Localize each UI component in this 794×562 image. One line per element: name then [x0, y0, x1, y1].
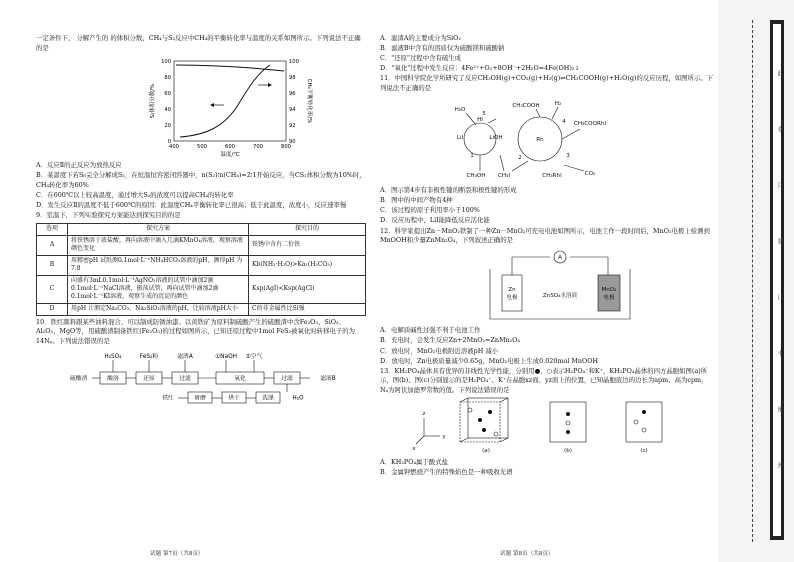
left-arrow-head — [210, 103, 214, 107]
x-ticks — [169, 144, 291, 150]
q9-table-body — [37, 235, 366, 315]
y-left-label: S₂体积分数/% — [150, 83, 156, 119]
table-row — [37, 255, 366, 275]
q9-cell: D — [37, 303, 68, 315]
svg-text:MnO₂: MnO₂ — [601, 286, 617, 293]
right-q10-option: A．滤渣A的主要成分为SiO₂ — [380, 34, 461, 42]
q9-cell: C — [37, 275, 68, 303]
svg-text:2: 2 — [518, 154, 522, 161]
binding-label: 卷 — [776, 126, 783, 134]
y-left-tick: 60 — [164, 91, 171, 98]
left-q8_options-option: C．在600℃以上较高温度，通过增大S₂的浓度可以提高CH₄的转化率 — [36, 190, 234, 199]
box-filter1-label: 过滤 — [179, 375, 191, 382]
x-tick: 800 — [281, 144, 291, 151]
iron-red: 铁红 — [162, 395, 174, 402]
reagent-h2so4: H₂SO₄ — [104, 353, 122, 360]
svg-text:Zn: Zn — [508, 286, 516, 293]
left-q8_options-option: D．发生反应Ⅱ的温度不低于600℃的原因：此温度CH₄平衡转化率已很高；低于此温度，浓度小，反应速率慢 — [36, 201, 347, 210]
y-right-tick: 96 — [289, 91, 296, 98]
x-tick: 500 — [197, 144, 207, 151]
flow-start: 硫酸渣 — [70, 375, 88, 382]
q13-options — [380, 458, 714, 478]
right-q13-option: A．KH₂PO₄属于酸式盐 — [380, 458, 448, 467]
binding-label: 此 — [776, 70, 783, 78]
svg-text:CH₃I: CH₃I — [497, 172, 511, 179]
svg-text:x: x — [412, 446, 416, 453]
box-wash-label: 洗涤 — [262, 395, 274, 402]
right-q11-option: C．该过程的原子利用率小于100% — [380, 206, 480, 215]
svg-text:Rh: Rh — [536, 136, 544, 143]
q9-cell: 铁锈中含有二价铁 — [249, 235, 366, 255]
x-tick: 600 — [225, 144, 235, 151]
box-acid-label: 酸溶 — [107, 375, 119, 382]
q11-options — [380, 186, 714, 226]
left-q8_options-option: A．反应Ⅱ的正反应为放热反应 — [36, 161, 122, 170]
residue-a: 滤渣A — [177, 353, 193, 360]
svg-text:3: 3 — [566, 152, 570, 159]
y-left-tick: 100 — [161, 59, 171, 66]
y-left-tick: 20 — [164, 123, 171, 130]
svg-text:LiOH: LiOH — [489, 134, 503, 141]
water: H₂O — [292, 395, 304, 402]
q10-intro: 10．铁红颜料跟某些油料混合，可以制成防锈油漆。以黄铁矿为原料制硫酸产生的硫酸渣中含Fe₂O₃、SiO₂、Al₂O₃、MgO等，用硫酸渣制备铁红(Fe₂O₃)的过程如图所示，已知还原过程中1mol FeS₂被氧化时转移电子的为14Nₐ。下列说法错误的是 — [36, 317, 356, 345]
svg-text:CO₂: CO₂ — [584, 170, 596, 177]
y-right-tick: 98 — [289, 75, 296, 82]
q9-cell: 向盛有3mL0.1mol·L⁻¹AgNO₃溶液的试管中滴加2滴0.1mol·L⁻¹NaCl溶液，振荡试管，再向试管中滴加2滴0.1mol·L⁻¹KI溶液，观察生成的沉淀的颜色 — [68, 275, 249, 303]
svg-text:LiI: LiI — [456, 134, 464, 141]
box-oxidize-label: 氧化 — [234, 375, 246, 382]
svg-text:1: 1 — [470, 152, 474, 159]
cell-b-label: (b) — [564, 448, 572, 455]
y-left-tick: 40 — [164, 107, 171, 114]
right-q12-option: A．电解质碱性过强不利于电池工作 — [380, 326, 481, 335]
q12-intro: 12．科学家提出Zn－MnO₂铁制了一种Zn－MnO₂可充电电池如图所示，电池工作一段时间后，MnO₂电极上检测到MnOOH和少量ZnMn₂O₄，下列叙述正确的是 — [380, 226, 710, 245]
q9-cell: Kb(NH₃·H₂O)>Ka₁(H₂CO₃) — [249, 255, 366, 275]
right-q11-option: D．反应历程中，LiI能降低反应活化能 — [380, 216, 490, 225]
right-q10-option: C．"还原"过程中含有硫生成 — [380, 54, 462, 63]
svg-text:y: y — [442, 434, 446, 441]
svg-text:CH₃COORhI: CH₃COORhI — [573, 120, 607, 127]
zn-electrode — [502, 275, 522, 311]
cell-a-label: (a) — [482, 448, 490, 455]
svg-text:HI: HI — [477, 116, 483, 123]
chart-frame — [174, 61, 286, 141]
right-q12-option: D．放电时，Zn电极质量减少0.65g，MnO₂电极上生成0.020mol MnOOH — [380, 356, 599, 365]
right-column — [380, 34, 714, 478]
svg-text:4: 4 — [562, 118, 566, 125]
y-right-tick: 100 — [289, 59, 299, 66]
svg-text:CH₃RhI: CH₃RhI — [542, 172, 562, 179]
right-q13-option: B．金属钾燃烧产生的特殊焰色是一种吸收光谱 — [380, 468, 513, 477]
q10-options — [380, 34, 714, 74]
s2-curve — [180, 65, 270, 137]
y-right-tick: 92 — [289, 123, 296, 130]
footer-right: 试题 第8页（共8页） — [500, 551, 554, 557]
binding-label: 订 — [776, 294, 783, 302]
q9-header-cell: 探究方案 — [68, 223, 249, 235]
q10-flowchart — [66, 348, 366, 406]
q11-mechanism — [440, 95, 640, 183]
y-left-tick: 0 — [167, 139, 171, 146]
box-reduce-label: 还原 — [143, 375, 155, 382]
table-row — [37, 235, 366, 255]
svg-text:H₂O: H₂O — [454, 106, 466, 113]
reagent-air: ②空气 — [245, 353, 263, 360]
reagent-fes2: FeS₂粉 — [139, 353, 159, 360]
q9-header-cell: 选项 — [37, 223, 68, 235]
binding-strip — [718, 0, 794, 562]
q9-header-cell: 探究目的 — [249, 223, 366, 235]
x-label: 温度/℃ — [220, 152, 240, 159]
q9-cell: 用精密pH 试纸测0.1mol·L⁻¹NH₄HCO₃溶液的pH，测得pH 为 7.8 — [68, 255, 249, 275]
q13-intro: 13．KH₂PO₄晶体具有优异的非线性光学性能，分别用●、○表示H₂PO₄⁻和K⁺，KH₂PO₄晶体的四方晶胞如图(a)所示，图(b)、图(c)分别显示的是H₂PO₄⁻、K⁺在晶胞xz面、yz面上的位置，已知晶胞底边的边长为apm、高为cpm，Nₐ为阿伏加德罗常数的值。下列说法错误的是 — [380, 366, 708, 394]
filtrate-b: 滤液B — [320, 375, 336, 382]
left-column — [36, 34, 366, 409]
right-q11-option: A．图示第4步有非极性键的断裂和极性键的形成 — [380, 186, 517, 195]
right-q12-option: B．充电时，会发生反应Zn+2MnO₂=ZnMn₂O₄ — [380, 336, 520, 345]
right-arrow-head — [268, 83, 272, 87]
right-q10-option: B．滤液B中含有的溶质仅为硫酸镁和硫酸钠 — [380, 44, 505, 53]
footer-left: 试题 第7页（共8页） — [150, 551, 204, 557]
q11-intro: 11．中国科学院化学所研究了反应CH₃OH(g)+CO₂(g)+H₂(g)⇌CH₃COOH(g)+H₂O(g)的反应历程，如图所示。下列说法不正确的是 — [380, 74, 714, 92]
binding-label: 装 — [776, 238, 783, 246]
box-filter2-label: 过滤 — [281, 375, 293, 382]
box-dry-label: 烘干 — [228, 395, 240, 402]
right-q11-option: B．图中的中间产物有4种 — [380, 196, 453, 205]
binding-label: 密 — [776, 406, 783, 414]
y-left-ticks — [161, 59, 171, 145]
table-row — [37, 275, 366, 303]
right-q10-option: D．"氧化"过程中发生反应：4Fe²⁺+O₂+8OH⁻+2H₂O=4Fe(OH)₃↓ — [380, 64, 580, 73]
q9-intro: 9．室温下，下列实验探究方案能达到探究目的的是 — [36, 211, 181, 220]
svg-text:H₂: H₂ — [554, 100, 562, 107]
table-row — [37, 303, 366, 315]
q8-intro: 一定条件下， 分解产生的 的体积分数、CH₄与S₂反应中CH₄的平衡转化率与温度的关系如图所示。下列说法不正确的是 — [36, 34, 361, 52]
right-q12-option: C．放电时，MnO₂电极附近溶液pH 减小 — [380, 346, 499, 355]
y-right-tick: 90 — [289, 139, 296, 146]
y-right-label: CH₄平衡转化率/% — [306, 78, 312, 124]
y-left-tick: 80 — [164, 75, 171, 82]
q9-cell: A — [37, 235, 68, 255]
q8-chart — [146, 55, 316, 159]
cut-line — [752, 20, 753, 542]
box-grind-label: 研磨 — [194, 395, 206, 402]
x-tick: 400 — [169, 144, 179, 151]
y-right-ticks — [289, 59, 299, 145]
binding-label: 封 — [776, 462, 783, 470]
q9-cell: 用pH 计测定Na₂CO₃、Na₂SiO₃溶液的pH，比较溶液pH大小 — [68, 303, 249, 315]
binding-label: 不 — [776, 350, 783, 358]
binding-label: 只 — [776, 182, 783, 190]
svg-text:CH₃COOH: CH₃COOH — [512, 102, 540, 109]
cell-c-label: (c) — [640, 448, 648, 455]
q9-table — [36, 223, 366, 316]
q9-cell: C的非金属性比Si强 — [249, 303, 366, 315]
q9-table-header — [37, 223, 366, 235]
svg-text:电极: 电极 — [603, 294, 615, 301]
ammeter-label: A — [558, 254, 562, 261]
temperature-chart — [146, 55, 316, 159]
svg-text:CH₃OH: CH₃OH — [466, 172, 486, 179]
q9-cell: 将铁锈溶于浓盐酸，再向溶液中滴入几滴KMnO₄溶液，观察溶液颜色变化 — [68, 235, 249, 255]
reagent-naoh: ①NaOH — [214, 353, 238, 360]
q9-cell: Ksp(AgI)<Ksp(AgCl) — [249, 275, 366, 303]
svg-text:5: 5 — [482, 110, 486, 117]
svg-text:z: z — [422, 411, 426, 418]
y-right-tick: 94 — [289, 107, 296, 114]
q12-options — [380, 326, 714, 366]
q9-cell: B — [37, 255, 68, 275]
binding-inner — [773, 24, 781, 536]
svg-text:电极: 电极 — [506, 294, 518, 301]
solution-label: ZnSO₄水溶液 — [542, 292, 578, 299]
ch4-curve — [176, 65, 284, 71]
mno2-electrode — [598, 275, 620, 311]
q12-battery — [460, 247, 660, 323]
left-q8_options-option: B．某温度下若S₈完全分解成S₂，在恒温恒容密闭容器中，n(S₂)∶n(CH₄)=2∶1开始反应，当CS₂体积分数为10%时，CH₄转化率为60% — [36, 171, 366, 189]
q8-options — [36, 161, 366, 210]
x-tick: 700 — [253, 144, 263, 151]
q13-cells — [400, 396, 700, 454]
